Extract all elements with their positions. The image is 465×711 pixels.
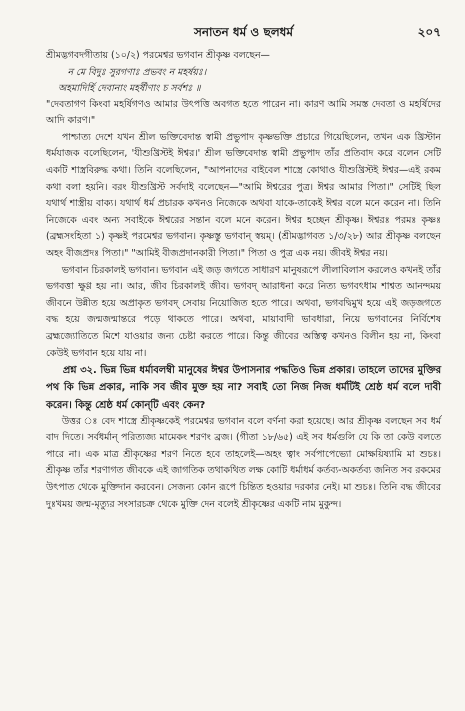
question-32: প্রশ্ন ৩২. ভিন্ন ভিন্ন ধর্মাবলম্বী মানুষের ঈশ্বর উপাসনার পদ্ধতিও ভিন্ন প্রকার। তাহলে তাদের মুক্তির পথ কি ভিন্ন প্রকার, নাকি সব জীব মুক্ত হয় না? সবাই তো নিজ নিজ ধর্মটিই শ্রেষ্ঠ ধর্ম বলে দাবী করেন। কিন্তু শ্রেষ্ঠ ধর্ম কোন্‌টি এবং কেন?: [46, 365, 441, 411]
answer-32: উত্তর ঃ বেদ শাস্ত্রে শ্রীকৃষ্ণকেই পরমেশ্বর ভগবান বলে বর্ণনা করা হয়েছে। আর শ্রীকৃষ্ণ বলছেন সব ধর্ম বাদ দিতে। সর্বধর্মান্ পরিত্যজ্য মামেকং শরণং ব্রজ। (গীতা ১৮/৬৫) এই সব ধর্মগুলি যে কি তা কেউ বলতে পারে না। এক মাত্র শ্রীকৃষ্ণের শরণ নিতে হবে তাহলেই—অহং ত্বাং সর্বপাপেভ্যো মোক্ষয়িষ্যামি মা শুচঃ। শ্রীকৃষ্ণ তাঁর শরণাগত জীবকে এই জাগতিক তথাকথিত লক্ষ কোটি ধর্মাধর্ম কর্তব্য-অকর্তব্য জনিত সব রকমের উৎপাত থেকে মুক্তিদান করবেন। সেজন্য কোন রূপে চিন্তিত হওয়ার দরকার নেই। মা শুচঃ। তিনি বদ্ধ জীবের দুঃখময় জন্ম-মৃত্যুর সংসারচক্র থেকে মুক্তি দেন বলেই শ্রীকৃষ্ণের একটি নাম মুকুন্দ।: [46, 415, 441, 510]
running-title: সনাতন ধর্ম ও ছলধর্ম: [193, 25, 294, 39]
page-header: [46, 0, 441, 48]
verse-translation: "দেবতাগণ কিংবা মহর্ষিগণও আমার উৎপত্তি অবগত হতে পারেন না। কারণ আমি সমস্ত দেবতা ও মহর্ষিদের আদি কারণ।": [46, 98, 441, 127]
paragraph-prabhupada: পাশ্চাত্য দেশে যখন শ্রীল ভক্তিবেদান্ত স্বামী প্রভুপাদ কৃষ্ণভক্তি প্রচারে গিয়েছিলেন, তখন এক খ্রিস্টান ধর্মযাজক বলেছিলেন, 'যীশুখ্রিস্টই ঈশ্বর।' শ্রীল ভক্তিবেদান্ত স্বামী প্রভুপাদ তাঁর প্রতিবাদ করে বলেন সেটি একটি শাস্ত্রবিরুদ্ধ কথা। তিনি বলেছিলেন, "আপনাদের বাইবেল শাস্ত্রে কোথাও যীশুখ্রিস্টই ঈশ্বর—এই রকম কথা বলা হয়নি। বরং যীশুখ্রিস্ট সর্বদাই বলেছেন—"আমি ঈশ্বরের পুত্র। ঈশ্বর আমার পিতা।" সেটিই ছিল যথার্থ শাস্ত্রীয় বাক্য। যথার্থ ধর্ম প্রচারক কখনও নিজেকে অথবা যাকে-তাকেই ঈশ্বর বলে মনে করেন না। তিনি নিজেকে এবং অন্য সবাইকে ঈশ্বরের সন্তান বলে মনে করেন। ঈশ্বর হচ্ছেন শ্রীকৃষ্ণ। ঈশ্বরঃ পরমঃ কৃষ্ণঃ (ব্রহ্মসংহিতা ১) কৃষ্ণই পরমেশ্বর ভগবান। কৃষ্ণস্তু ভগবান্ স্বয়ম্। (শ্রীমদ্ভাগবত ১/৩/২৮) আর শ্রীকৃষ্ণ বলছেন অহং বীজপ্রদঃ পিতা।" "আমিই বীজপ্রদানকারী পিতা।" পিতা ও পুত্র এক নয়। জীবই ঈশ্বর নয়।: [46, 131, 441, 259]
gita-reference: শ্রীমদ্ভগবদগীতায় (১০/২) পরমেশ্বর ভগবান শ্রীকৃষ্ণ বলছেন—: [46, 50, 270, 61]
page-body: [46, 48, 441, 513]
verse-line-2: অহমাদির্হি দেবানাং মহর্ষীণাং চ সর্বশঃ ॥: [58, 82, 201, 94]
verse-line-1: ন মে বিদুঃ সুরগণাঃ প্রভবং ন মহর্ষয়ঃ।: [67, 66, 207, 78]
page-number: ২০৭: [417, 25, 441, 39]
paragraph-bhagavan: ভগবান চিরকালই ভগবান। ভগবান এই জড় জগতে সাধারণ মানুষরূপে লীলাবিলাস করলেও কখনই তাঁর ভগবত্তা ক্ষুণ্ণ হয় না। আর, জীব চিরকালই জীব। ভগবদ্ আরাধনা করে নিত্য ভগবৎধাম শাশ্বত আনন্দময় জীবনে উন্নীত হয়ে অপ্রাকৃত ভগবদ্ সেবায় নিয়োজিত হতে পারে। অথবা, ভগবদ্বিমুখ হয়ে এই জড়জগতে বদ্ধ হয়ে জন্মজন্মান্তরে পড়ে থাকতে পারে। অথবা, মায়াবাদী ভাবধারা, নিয়ে ভগবানের নির্বিশেষ ব্রহ্মজ্যোতিতে মিশে যাওয়ার জন্য চেষ্টা করতে পারে। কিন্তু জীবের অস্তিত্ব কখনও বিলীন হয় না, কিংবা কেউই ভগবান হয়ে যায় না।: [46, 264, 441, 359]
